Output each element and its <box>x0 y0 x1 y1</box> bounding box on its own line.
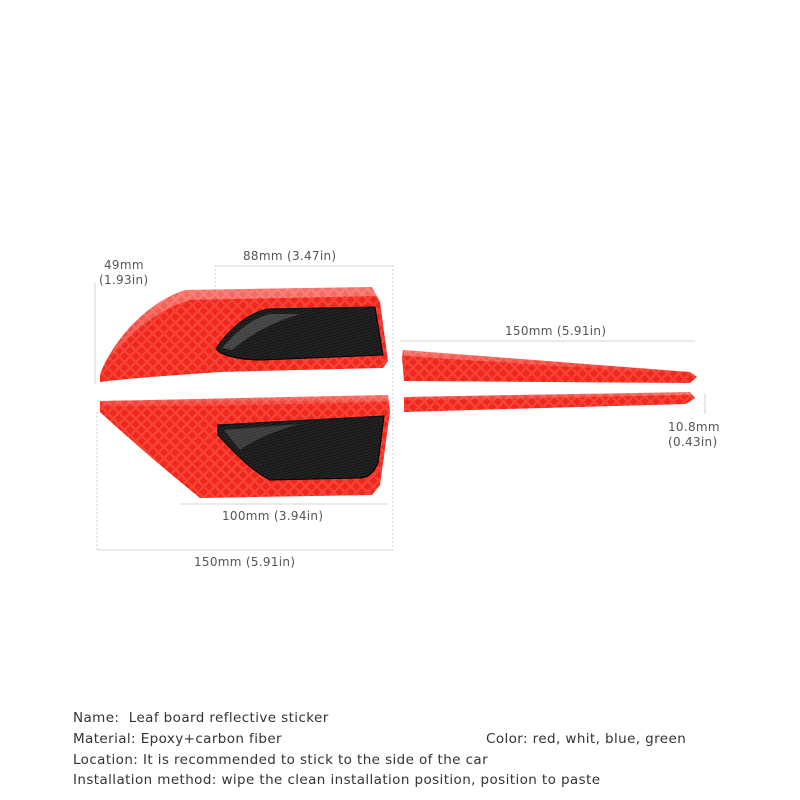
spec-location-value: It is recommended to stick to the side of the car <box>142 752 489 768</box>
lower-strip-sticker <box>404 392 695 412</box>
strip-height-label-in: (0.43in) <box>668 435 718 449</box>
upper-leaf-sticker <box>100 287 388 382</box>
height-label-in: (1.93in) <box>99 273 149 287</box>
spec-color <box>486 731 686 748</box>
spec-material-value: Epoxy+carbon fiber <box>140 731 282 747</box>
upper-strip-sticker <box>402 350 697 383</box>
spec-color-value: red, whit, blue, green <box>532 731 687 747</box>
strip-length-label: 150mm (5.91in) <box>505 324 607 338</box>
spec-name <box>73 710 329 727</box>
total-width-label: 150mm (5.91in) <box>194 555 296 569</box>
strip-height-label-mm: 10.8mm <box>668 420 720 434</box>
spec-location <box>73 752 488 769</box>
height-label-mm: 49mm <box>104 258 144 272</box>
spec-material-label: Material: <box>73 731 136 747</box>
lower-leaf-sticker <box>100 395 390 498</box>
spec-installation-label: Installation method: <box>73 772 217 788</box>
spec-material <box>73 731 282 748</box>
spec-installation-value: wipe the clean installation position, position to paste <box>221 772 601 788</box>
spec-name-value: Leaf board reflective sticker <box>128 710 329 726</box>
top-width-label: 88mm (3.47in) <box>243 249 337 263</box>
spec-location-label: Location: <box>73 752 139 768</box>
spec-name-label: Name: <box>73 710 120 726</box>
spec-color-label: Color: <box>486 731 528 747</box>
mid-width-label: 100mm (3.94in) <box>222 509 324 523</box>
spec-installation <box>73 772 600 789</box>
